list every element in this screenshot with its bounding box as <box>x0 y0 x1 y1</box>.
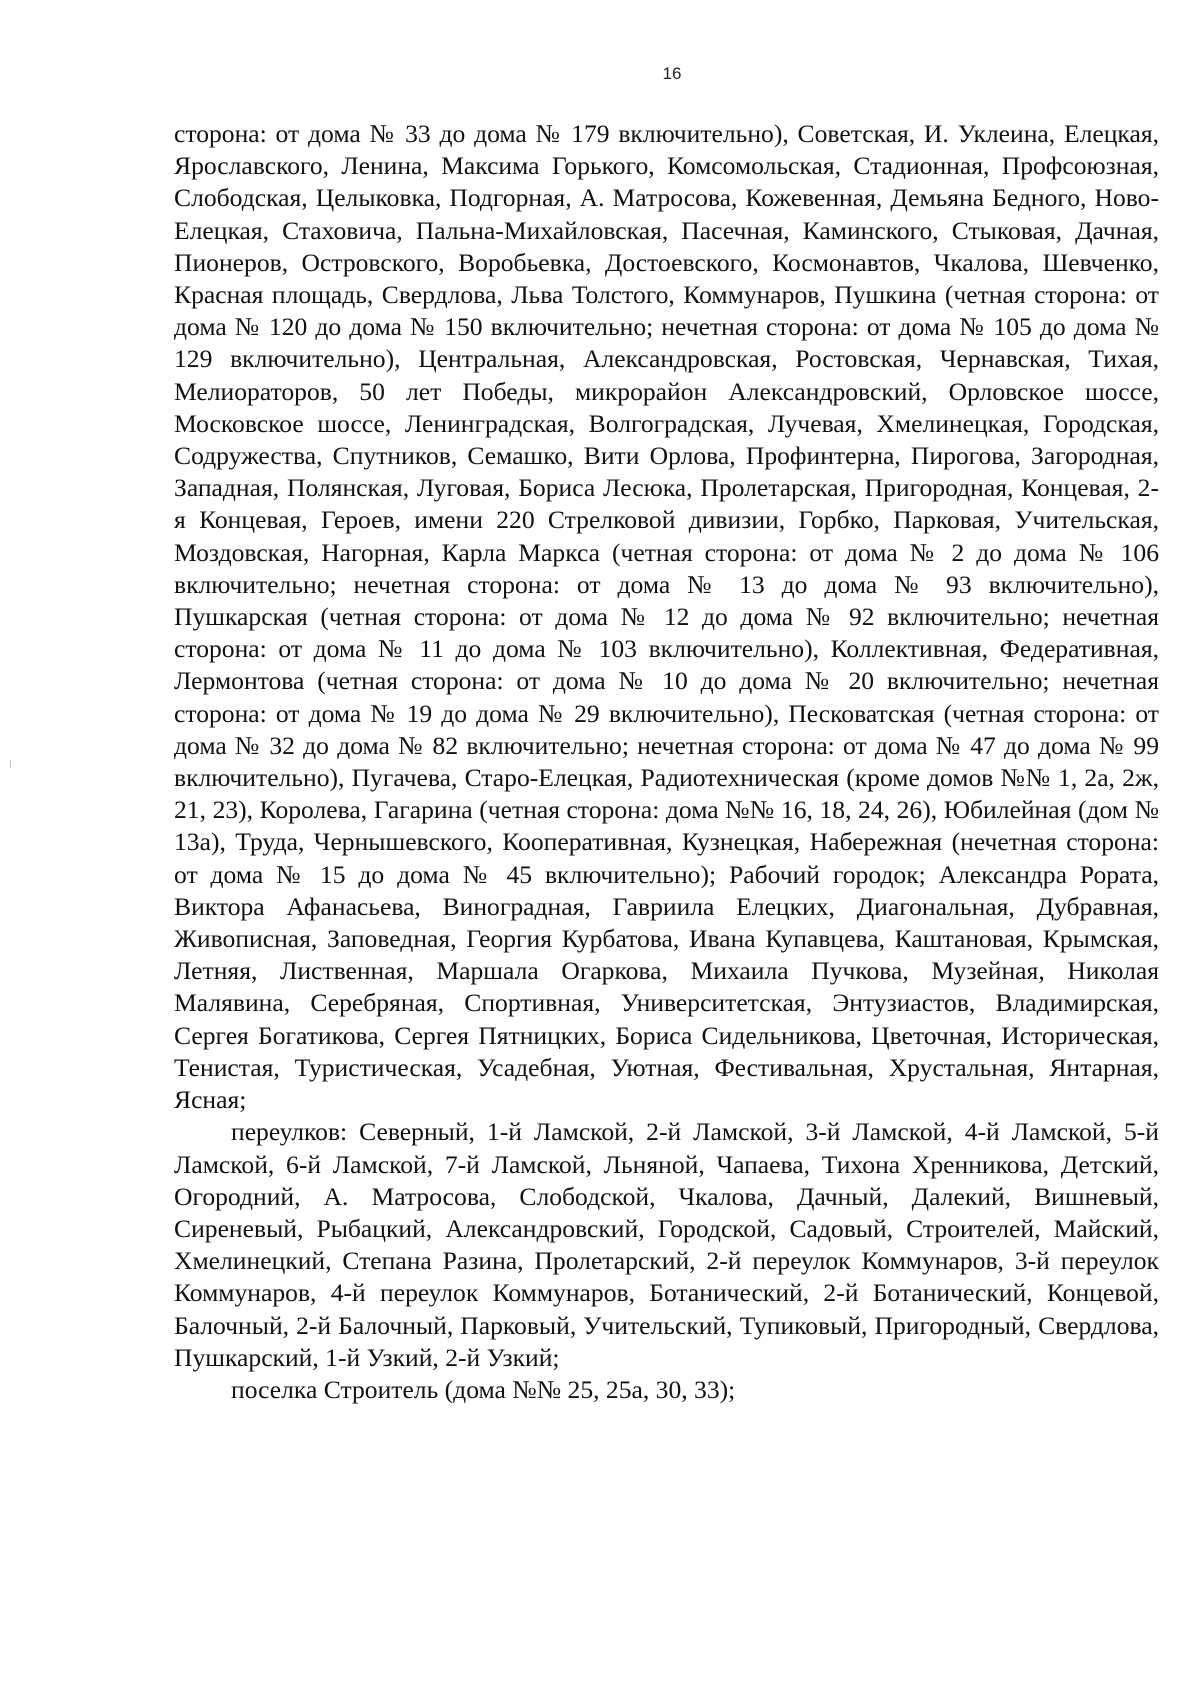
page-number: 16 <box>662 64 682 83</box>
paragraph-streets: сторона: от дома № 33 до дома № 179 включительно), Советская, И. Уклеина, Елецкая, Ярославского, Ленина, Максима Горького, Комсомольская, Стадионная, Профсоюзная, Слободская, Целыковка, Подгорная, А. Матросова, Кожевенная, Демьяна Бедного, Ново-Елецкая, Стаховича, Пальна-Михайловская, Пасечная, Каминского, Стыковая, Дачная, Пионеров, Островского, Воробьевка, Достоевского, Космонавтов, Чкалова, Шевченко, Красная площадь, Свердлова, Льва Толстого, Коммунаров, Пушкина (четная сторона: от дома № 120 до дома № 150 включительно; нечетная сторона: от дома № 105 до дома № 129 включительно), Центральная, Александровская, Ростовская, Чернавская, Тихая, Мелиораторов, 50 лет Победы, микрорайон Александровский, Орловское шоссе, Московское шоссе, Ленинградская, Волгоградская, Лучевая, Хмелинецкая, Городская, Содружества, Спутников, Семашко, Вити Орлова, Профинтерна, Пирогова, Загородная, Западная, Полянская, Луговая, Бориса Лесюка, Пролетарская, Пригородная, Концевая, 2-я Концевая, Героев, имени 220 Стрелковой дивизии, Горбко, Парковая, Учительская, Моздовская, Нагорная, Карла Маркса (четная сторона: от дома № 2 до дома № 106 включительно; нечетная сторона: от дома № 13 до дома № 93 включительно), Пушкарская (четная сторона: от дома № 12 до дома № 92 включительно; нечетная сторона: от дома № 11 до дома № 103 включительно), Коллективная, Федеративная, Лермонтова (четная сторона: от дома № 10 до дома № 20 включительно; нечетная сторона: от дома № 19 до дома № 29 включительно), Песковатская (четная сторона: от дома № 32 до дома № 82 включительно; нечетная сторона: от дома № 47 до дома № 99 включительно), Пугачева, Старо-Елецкая, Радиотехническая (кроме домов №№ 1, 2а, 2ж, 21, 23), Королева, Гагарина (четная сторона: дома №№ 16, 18, 24, 26), Юбилейная (дом № 13а), Труда, Чернышевского, Кооперативная, Кузнецкая, Набережная (нечетная сторона: от дома № 15 до дома № 45 включительно); Рабочий городок; Александра Рората, Виктора Афанасьева, Виноградная, Гавриила Елецких, Диагональная, Дубравная, Живописная, Заповедная, Георгия Курбатова, Ивана Купавцева, Каштановая, Крымская, Летняя, Лиственная, Маршала Огаркова, Михаила Пучкова, Музейная, Николая Малявина, Серебряная, Спортивная, Университетская, Энтузиастов, Владимирская, Сергея Богатикова, Сергея Пятницких, Бориса Сидельникова, Цветочная, Историческая, Тенистая, Туристическая, Усадебная, Уютная, Фестивальная, Хрустальная, Янтарная, Ясная; <box>174 119 1159 1115</box>
paragraph-lanes: переулков: Северный, 1-й Ламской, 2-й Ламской, 3-й Ламской, 4-й Ламской, 5-й Ламской, 6-й Ламской, 7-й Ламской, Льняной, Чапаева, Тихона Хренникова, Детский, Огородний, А. Матросова, Слободской, Чкалова, Дачный, Далекий, Вишневый, Сиреневый, Рыбацкий, Александровский, Городской, Садовый, Строителей, Майский, Хмелинецкий, Степана Разина, Пролетарский, 2-й переулок Коммунаров, 3-й переулок Коммунаров, 4-й переулок Коммунаров, Ботанический, 2-й Ботанический, Концевой, Балочный, 2-й Балочный, Парковый, Учительский, Тупиковый, Пригородный, Свердлова, Пушкарский, 1-й Узкий, 2-й Узкий; <box>174 1117 1159 1372</box>
scan-margin-mark <box>10 760 11 768</box>
paragraph-settlement: поселка Строитель (дома №№ 25, 25а, 30, 33); <box>231 1374 736 1404</box>
document-body <box>174 118 1159 1406</box>
